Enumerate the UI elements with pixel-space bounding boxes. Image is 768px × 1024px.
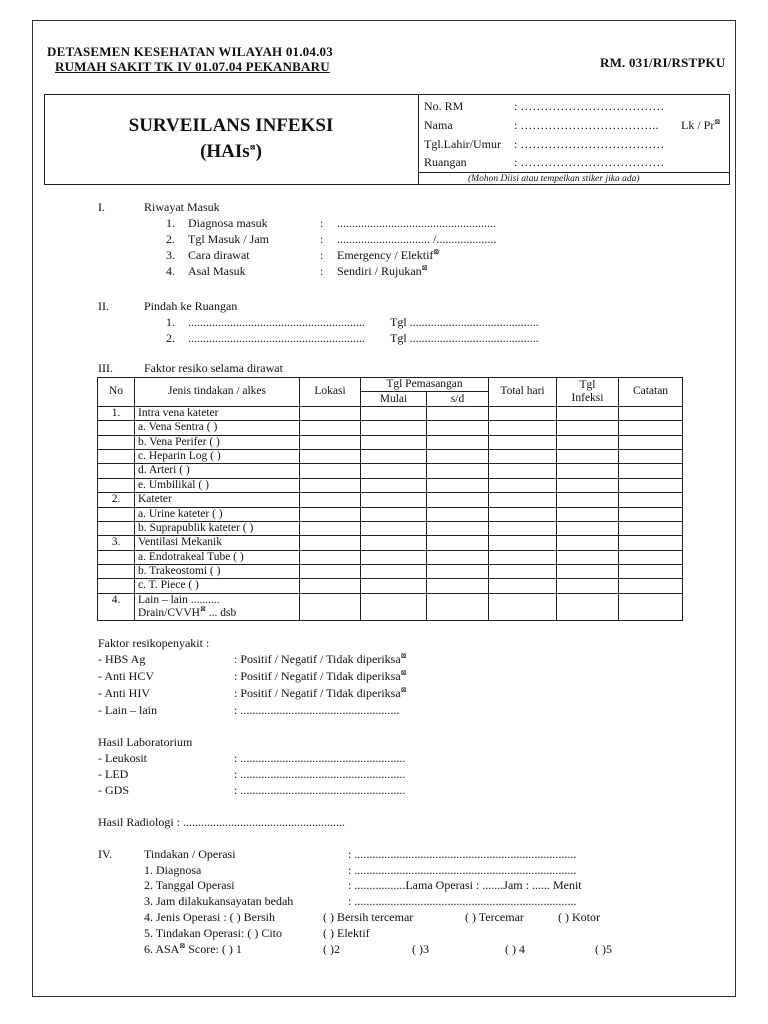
lab-title: Hasil Laboratorium bbox=[98, 735, 193, 749]
table-row bbox=[98, 406, 683, 420]
tindakan-cito[interactable]: 5. Tindakan Operasi: ( ) Cito bbox=[144, 926, 282, 940]
table-cell-input[interactable] bbox=[361, 406, 427, 420]
col-tgl-pemasangan-header: Tgl Pemasangan bbox=[361, 378, 489, 392]
tgl-masuk-field[interactable]: ............................... /.................... bbox=[337, 232, 497, 246]
row-number bbox=[98, 565, 135, 579]
table-cell-input[interactable] bbox=[557, 579, 619, 593]
leukosit-label: - Leukosit bbox=[98, 751, 147, 765]
row-item-line2-end: ... dsb bbox=[205, 606, 237, 619]
table-cell-input[interactable] bbox=[300, 493, 361, 507]
asa-score-4[interactable]: ( ) 4 bbox=[505, 942, 525, 956]
row-item-line1: Lain – lain .......... bbox=[138, 593, 220, 606]
s1-item1-num: 1. bbox=[166, 216, 175, 230]
table-cell-input[interactable] bbox=[489, 493, 557, 507]
table-cell-input[interactable] bbox=[619, 579, 683, 593]
tgl-lahir-label: Tgl.Lahir/Umur bbox=[424, 137, 501, 151]
anti-hiv-option[interactable]: : Positif / Negatif / Tidak diperiksa⊠ bbox=[234, 686, 407, 700]
nama-field[interactable]: : …………………………….. bbox=[514, 118, 659, 132]
table-cell-input[interactable] bbox=[619, 550, 683, 564]
row-number bbox=[98, 550, 135, 564]
col-lokasi-header: Lokasi bbox=[300, 378, 361, 407]
table-cell-input[interactable] bbox=[361, 550, 427, 564]
jenis-operasi-bersih[interactable]: 4. Jenis Operasi : ( ) Bersih bbox=[144, 910, 275, 924]
table-cell-input[interactable] bbox=[427, 593, 489, 620]
section4-title: Tindakan / Operasi bbox=[144, 847, 236, 861]
table-cell-input[interactable] bbox=[489, 464, 557, 478]
table-cell-input[interactable] bbox=[361, 435, 427, 449]
table-cell-input[interactable] bbox=[619, 493, 683, 507]
table-cell-input[interactable] bbox=[300, 593, 361, 620]
table-cell-input[interactable] bbox=[557, 493, 619, 507]
faktor-penyakit-title: Faktor resikopenyakit : bbox=[98, 636, 210, 650]
table-cell-input[interactable] bbox=[427, 406, 489, 420]
table-row bbox=[98, 478, 683, 492]
table-cell-input[interactable] bbox=[427, 579, 489, 593]
tanggal-operasi-field[interactable]: : .................Lama Operasi : .......Jam : ...... Menit bbox=[348, 878, 582, 892]
table-row bbox=[98, 579, 683, 593]
org-line1: DETASEMEN KESEHATAN WILAYAH 01.04.03 bbox=[47, 44, 333, 59]
table-cell-input[interactable] bbox=[619, 521, 683, 535]
form-title: SURVEILANS INFEKSI bbox=[128, 115, 334, 136]
row-number bbox=[98, 478, 135, 492]
lain-lain-label: - Lain – lain bbox=[98, 703, 157, 717]
row-number bbox=[98, 579, 135, 593]
ruangan-field[interactable]: : ……………………………… bbox=[514, 155, 665, 169]
table-row bbox=[98, 521, 683, 535]
gds-field[interactable]: : ....................................................... bbox=[234, 783, 406, 797]
row-item: d. Arteri ( ) bbox=[135, 464, 300, 478]
table-cell-input[interactable] bbox=[427, 464, 489, 478]
table-cell-input[interactable] bbox=[557, 507, 619, 521]
jenis-operasi-kotor[interactable]: ( ) Kotor bbox=[558, 910, 600, 924]
s1-item3-label: Cara dirawat bbox=[188, 248, 250, 262]
hbsag-option[interactable]: : Positif / Negatif / Tidak diperiksa⊠ bbox=[234, 652, 407, 666]
s2-row2-num: 2. bbox=[166, 331, 175, 345]
led-field[interactable]: : ....................................................... bbox=[234, 767, 406, 781]
table-cell-input[interactable] bbox=[300, 435, 361, 449]
leukosit-field[interactable]: : ....................................................... bbox=[234, 751, 406, 765]
table-row bbox=[98, 449, 683, 463]
asa-score-2[interactable]: ( )2 bbox=[323, 942, 340, 956]
table-cell-input[interactable] bbox=[361, 421, 427, 435]
table-cell-input[interactable] bbox=[300, 449, 361, 463]
table-cell-input[interactable] bbox=[361, 565, 427, 579]
table-cell-input[interactable] bbox=[427, 550, 489, 564]
table-cell-input[interactable] bbox=[489, 536, 557, 550]
col-mulai-header: Mulai bbox=[361, 392, 427, 406]
table-cell-input[interactable] bbox=[489, 565, 557, 579]
table-row bbox=[98, 550, 683, 564]
table-cell-input[interactable] bbox=[427, 536, 489, 550]
row-item: Ventilasi Mekanik bbox=[135, 536, 300, 550]
table-cell-input[interactable] bbox=[361, 507, 427, 521]
row-number bbox=[98, 521, 135, 535]
row-item: c. Heparin Log ( ) bbox=[135, 449, 300, 463]
asal-masuk-option[interactable]: Sendiri / Rujukan⊠ bbox=[337, 264, 428, 278]
table-cell-input[interactable] bbox=[619, 406, 683, 420]
row-item bbox=[135, 593, 300, 620]
row-item-line2: Drain/CVVH bbox=[138, 606, 200, 619]
gds-label: - GDS bbox=[98, 783, 130, 797]
table-cell-input[interactable] bbox=[619, 507, 683, 521]
row-item: Kateter bbox=[135, 493, 300, 507]
table-cell-input[interactable] bbox=[427, 478, 489, 492]
table-cell-input[interactable] bbox=[361, 493, 427, 507]
s1-item2-label: Tgl Masuk / Jam bbox=[188, 232, 269, 246]
lain-lain-field[interactable]: : ..................................................... bbox=[234, 703, 400, 717]
table-cell-input[interactable] bbox=[361, 464, 427, 478]
row-number bbox=[98, 507, 135, 521]
table-row bbox=[98, 593, 683, 620]
table-cell-input[interactable] bbox=[489, 478, 557, 492]
s1-item4-label: Asal Masuk bbox=[188, 264, 246, 278]
table-cell-input[interactable] bbox=[300, 507, 361, 521]
s1-item3-colon: : bbox=[320, 248, 324, 262]
form-subtitle: (HAIs⊠) bbox=[200, 141, 262, 162]
row-item: b. Trakeostomi ( ) bbox=[135, 565, 300, 579]
diagnosa-label: 1. Diagnosa bbox=[144, 863, 202, 877]
no-rm-label: No. RM bbox=[424, 99, 464, 113]
row-number bbox=[98, 449, 135, 463]
table-cell-input[interactable] bbox=[300, 536, 361, 550]
table-row bbox=[98, 435, 683, 449]
table-cell-input[interactable] bbox=[361, 593, 427, 620]
nama-label: Nama bbox=[424, 118, 453, 132]
s2-row2-tgl-field[interactable]: Tgl ........................................... bbox=[390, 331, 539, 345]
table-cell-input[interactable] bbox=[361, 478, 427, 492]
table-cell-input[interactable] bbox=[489, 507, 557, 521]
section1-number: I. bbox=[98, 200, 105, 214]
table-cell-input[interactable] bbox=[300, 464, 361, 478]
table-cell-input[interactable] bbox=[557, 565, 619, 579]
risk-factor-table bbox=[97, 377, 683, 621]
s1-item2-num: 2. bbox=[166, 232, 175, 246]
section3-number: III. bbox=[98, 361, 113, 375]
table-cell-input[interactable] bbox=[489, 406, 557, 420]
row-item: a. Vena Sentra ( ) bbox=[135, 421, 300, 435]
table-cell-input[interactable] bbox=[427, 521, 489, 535]
s1-item1-colon: : bbox=[320, 216, 324, 230]
table-cell-input[interactable] bbox=[619, 421, 683, 435]
sex-option[interactable]: Lk / Pr⊠ bbox=[681, 118, 721, 132]
table-row bbox=[98, 421, 683, 435]
table-cell-input[interactable] bbox=[489, 550, 557, 564]
org-line2: RUMAH SAKIT TK IV 01.07.04 PEKANBARU bbox=[55, 59, 330, 74]
row-item: a. Urine kateter ( ) bbox=[135, 507, 300, 521]
col-catatan-header: Catatan bbox=[619, 378, 683, 407]
table-row bbox=[98, 507, 683, 521]
s1-item4-colon: : bbox=[320, 264, 324, 278]
jenis-operasi-tercemar[interactable]: ( ) Tercemar bbox=[465, 910, 524, 924]
asa-score-3[interactable]: ( )3 bbox=[412, 942, 429, 956]
table-cell-input[interactable] bbox=[427, 493, 489, 507]
table-cell-input[interactable] bbox=[619, 464, 683, 478]
table-cell-input[interactable] bbox=[427, 421, 489, 435]
table-cell-input[interactable] bbox=[489, 449, 557, 463]
table-cell-input[interactable] bbox=[557, 421, 619, 435]
s1-item2-colon: : bbox=[320, 232, 324, 246]
table-cell-input[interactable] bbox=[361, 536, 427, 550]
table-cell-input[interactable] bbox=[619, 449, 683, 463]
cara-dirawat-option[interactable]: Emergency / Elektif⊠ bbox=[337, 248, 440, 262]
row-number bbox=[98, 464, 135, 478]
table-cell-input[interactable] bbox=[427, 507, 489, 521]
table-cell-input[interactable] bbox=[361, 521, 427, 535]
section3-title: Faktor resiko selama dirawat bbox=[144, 361, 283, 375]
table-cell-input[interactable] bbox=[361, 449, 427, 463]
row-number: 1. bbox=[98, 406, 135, 420]
s1-item1-label: Diagnosa masuk bbox=[188, 216, 268, 230]
tanggal-operasi-label: 2. Tanggal Operasi bbox=[144, 878, 235, 892]
col-jenis-header: Jenis tindakan / alkes bbox=[135, 378, 300, 407]
table-cell-input[interactable] bbox=[300, 478, 361, 492]
table-cell-input[interactable] bbox=[489, 521, 557, 535]
tindakan-operasi-field[interactable]: : .......................................................................... bbox=[348, 847, 577, 861]
table-cell-input[interactable] bbox=[427, 435, 489, 449]
section1-title: Riwayat Masuk bbox=[144, 200, 220, 214]
jam-sayatan-field[interactable]: : .......................................................................... bbox=[348, 894, 577, 908]
s2-row1-room-field[interactable]: ........................................................... bbox=[188, 315, 365, 329]
table-cell-input[interactable] bbox=[300, 421, 361, 435]
radiologi-field[interactable]: Hasil Radiologi : ...................................................... bbox=[98, 815, 345, 829]
section2-title: Pindah ke Ruangan bbox=[144, 299, 238, 313]
tgl-lahir-field[interactable]: : ……………………………… bbox=[514, 137, 665, 151]
identity-note: (Mohon Diisi atau tempelkan stiker jika ada) bbox=[468, 174, 640, 184]
anti-hcv-option[interactable]: : Positif / Negatif / Tidak diperiksa⊠ bbox=[234, 669, 407, 683]
s2-row2-room-field[interactable]: ........................................................... bbox=[188, 331, 365, 345]
row-item: c. T. Piece ( ) bbox=[135, 579, 300, 593]
table-row bbox=[98, 464, 683, 478]
table-cell-input[interactable] bbox=[361, 579, 427, 593]
row-item: b. Vena Perifer ( ) bbox=[135, 435, 300, 449]
asa-score-1[interactable]: 6. ASA⊠ Score: ( ) 1 bbox=[144, 942, 242, 956]
table-cell-input[interactable] bbox=[427, 449, 489, 463]
table-row bbox=[98, 565, 683, 579]
table-cell-input[interactable] bbox=[557, 478, 619, 492]
identity-note-divider bbox=[418, 172, 730, 173]
tindakan-elektif[interactable]: ( ) Elektif bbox=[323, 926, 370, 940]
led-label: - LED bbox=[98, 767, 129, 781]
table-cell-input[interactable] bbox=[300, 550, 361, 564]
table-cell-input[interactable] bbox=[619, 536, 683, 550]
row-item: e. Umbilikal ( ) bbox=[135, 478, 300, 492]
table-cell-input[interactable] bbox=[300, 406, 361, 420]
col-sd-header: s/d bbox=[427, 392, 489, 406]
s2-row1-num: 1. bbox=[166, 315, 175, 329]
col-tgl-infeksi-header: Tgl Infeksi bbox=[557, 378, 619, 407]
row-item: b. Suprapublik kateter ( ) bbox=[135, 521, 300, 535]
row-item: Intra vena kateter bbox=[135, 406, 300, 420]
diagnosa-field[interactable]: : .......................................................................... bbox=[348, 863, 577, 877]
table-cell-input[interactable] bbox=[557, 435, 619, 449]
table-cell-input[interactable] bbox=[557, 550, 619, 564]
table-cell-input[interactable] bbox=[489, 421, 557, 435]
table-cell-input[interactable] bbox=[489, 593, 557, 620]
diagnosa-masuk-field[interactable]: ..................................................... bbox=[337, 216, 496, 230]
row-item: a. Endotrakeal Tube ( ) bbox=[135, 550, 300, 564]
anti-hiv-label: - Anti HIV bbox=[98, 686, 150, 700]
jam-sayatan-label: 3. Jam dilakukansayatan bedah bbox=[144, 894, 294, 908]
table-cell-input[interactable] bbox=[619, 565, 683, 579]
footnote-mark: ⊠ bbox=[199, 605, 206, 614]
table-cell-input[interactable] bbox=[489, 579, 557, 593]
section4-number: IV. bbox=[98, 847, 113, 861]
section2-number: II. bbox=[98, 299, 109, 313]
row-number: 3. bbox=[98, 536, 135, 550]
table-cell-input[interactable] bbox=[619, 435, 683, 449]
table-cell-input[interactable] bbox=[557, 536, 619, 550]
row-number: 2. bbox=[98, 493, 135, 507]
table-cell-input[interactable] bbox=[619, 478, 683, 492]
form-code: RM. 031/RI/RSTPKU bbox=[600, 55, 726, 70]
row-number: 4. bbox=[98, 593, 135, 620]
table-cell-input[interactable] bbox=[557, 521, 619, 535]
anti-hcv-label: - Anti HCV bbox=[98, 669, 155, 683]
table-cell-input[interactable] bbox=[300, 565, 361, 579]
s1-item3-num: 3. bbox=[166, 248, 175, 262]
table-cell-input[interactable] bbox=[557, 406, 619, 420]
table-cell-input[interactable] bbox=[427, 565, 489, 579]
no-rm-field[interactable]: : ……………………………… bbox=[514, 99, 665, 113]
hbsag-label: - HBS Ag bbox=[98, 652, 146, 666]
row-number bbox=[98, 421, 135, 435]
col-no-header: No bbox=[98, 378, 135, 407]
table-cell-input[interactable] bbox=[619, 593, 683, 620]
col-total-header: Total hari bbox=[489, 378, 557, 407]
table-row bbox=[98, 493, 683, 507]
table-cell-input[interactable] bbox=[557, 449, 619, 463]
ruangan-label: Ruangan bbox=[424, 155, 467, 169]
s2-row1-tgl-field[interactable]: Tgl ........................................... bbox=[390, 315, 539, 329]
table-cell-input[interactable] bbox=[557, 593, 619, 620]
s1-item4-num: 4. bbox=[166, 264, 175, 278]
table-cell-input[interactable] bbox=[557, 464, 619, 478]
row-number bbox=[98, 435, 135, 449]
asa-score-5[interactable]: ( )5 bbox=[595, 942, 612, 956]
table-cell-input[interactable] bbox=[300, 521, 361, 535]
table-cell-input[interactable] bbox=[300, 579, 361, 593]
table-row bbox=[98, 536, 683, 550]
jenis-operasi-bersih-tercemar[interactable]: ( ) Bersih tercemar bbox=[323, 910, 414, 924]
table-cell-input[interactable] bbox=[489, 435, 557, 449]
